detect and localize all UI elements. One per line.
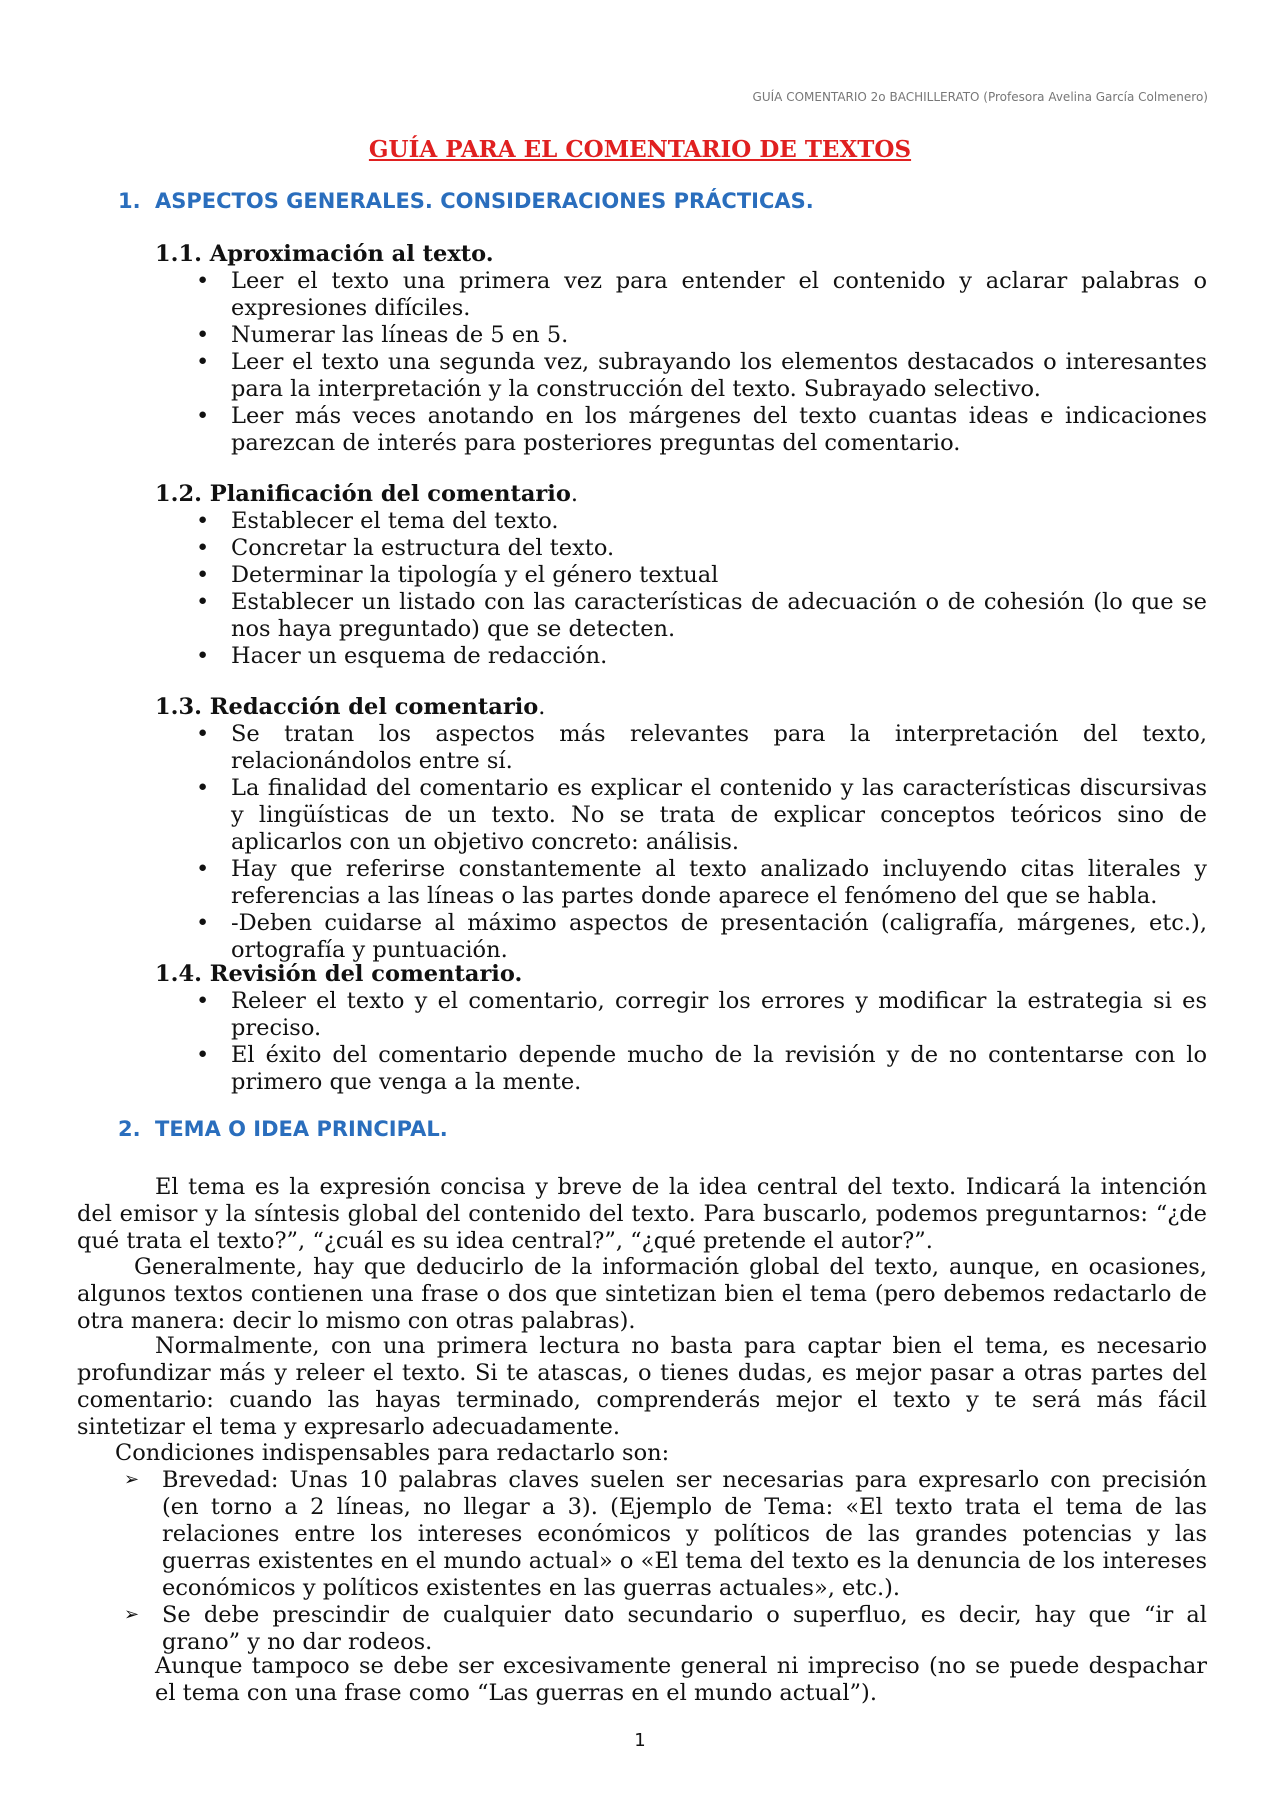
bullet-icon: • [196, 988, 210, 1014]
list-item: • Establecer un listado con las características de adecuación o de cohesión (lo que se nos haya preguntado) que se detecten. [196, 589, 1207, 642]
subsection-1-1-list [0, 268, 1280, 457]
arrow-bullet-icon: ➢ [124, 1604, 140, 1625]
section-1-number: 1. [118, 189, 141, 213]
section-1-heading [118, 188, 814, 215]
list-item: • Numerar las líneas de 5 en 5. [196, 322, 569, 348]
subsection-1-2-list [0, 508, 1280, 670]
bullet-icon: • [196, 349, 210, 375]
paragraph: El tema es la expresión concisa y breve de la idea central del texto. Indicará la intención del emisor y la síntesis global del contenido del texto. Para buscarlo, podemos preguntarnos: “¿de qué trata el texto?”, “¿cuál es su idea central?”, “¿qué pretende el autor?”. [77, 1174, 1207, 1254]
bullet-icon: • [196, 1042, 210, 1068]
subsection-1-1-heading: 1.1. Aproximación al texto. [155, 241, 494, 267]
paragraph: Normalmente, con una primera lectura no basta para captar bien el tema, es necesario profundizar más y releer el texto. Si te atascas, o tienes dudas, es mejor pasar a otras partes del comentario: cuando las hayas terminado, comprenderás mejor el texto y te será más fácil sintetizar el tema y expresarlo adecuadamente. [77, 1333, 1207, 1440]
bullet-icon: • [196, 721, 210, 747]
page-number: 1 [634, 1730, 646, 1751]
list-item: • Hay que referirse constantemente al texto analizado incluyendo citas literales y referencias a las líneas o las partes donde aparece el fenómeno del que se habla. [196, 856, 1207, 909]
section-2-heading [118, 1116, 448, 1143]
subsection-1-4-list [0, 988, 1280, 1096]
document-title: GUÍA PARA EL COMENTARIO DE TEXTOS [368, 136, 912, 163]
list-item: • -Deben cuidarse al máximo aspectos de presentación (caligrafía, márgenes, etc.), ortografía y puntuación. [196, 910, 1207, 963]
list-item: • Establecer el tema del texto. [196, 508, 559, 534]
note-paragraph: Aunque tampoco se debe ser excesivamente general ni impreciso (no se puede despachar el tema con una frase como “Las guerras en el mundo actual”). [155, 1653, 1207, 1706]
list-item: • Se tratan los aspectos más relevantes para la interpretación del texto, relacionándolos entre sí. [196, 721, 1207, 774]
list-item: • Hacer un esquema de redacción. [196, 643, 608, 669]
arrow-bullet-icon: ➢ [124, 1469, 140, 1490]
conditions-list [0, 1467, 1280, 1656]
subsection-1-3-heading: 1.3. Redacción del comentario. [155, 694, 546, 720]
bullet-icon: • [196, 589, 210, 615]
list-item: ➢ Se debe prescindir de cualquier dato secundario o superfluo, es decir, hay que “ir al grano” y no dar rodeos. [124, 1602, 1207, 1655]
paragraph: Generalmente, hay que deducirlo de la información global del texto, aunque, en ocasiones, algunos textos contienen una frase o dos que sintetizan bien el tema (pero debemos redactarlo de otra manera: decir lo mismo con otras palabras). [77, 1254, 1207, 1334]
list-item: • Leer el texto una segunda vez, subrayando los elementos destacados o interesantes para la interpretación y la construcción del texto. Subrayado selectivo. [196, 349, 1207, 402]
conditions-intro: Condiciones indispensables para redactarlo son: [115, 1440, 670, 1466]
bullet-icon: • [196, 268, 210, 294]
bullet-icon: • [196, 508, 210, 534]
list-item: • El éxito del comentario depende mucho de la revisión y de no contentarse con lo primero que venga a la mente. [196, 1042, 1207, 1095]
subsection-1-4-heading: 1.4. Revisión del comentario. [155, 961, 523, 987]
list-item: ➢ Brevedad: Unas 10 palabras claves suelen ser necesarias para expresarlo con precisión (en torno a 2 líneas, no llegar a 3). (Ejemplo de Tema: «El texto trata el tema de las relaciones entre los intereses económicos y políticos de las grandes potencias y las guerras existentes en el mundo actual» o «El tema del texto es la denuncia de los intereses económicos y políticos existentes en las guerras actuales», etc.). [124, 1467, 1207, 1601]
section-2-number: 2. [118, 1117, 141, 1141]
bullet-icon: • [196, 643, 210, 669]
list-item: • Determinar la tipología y el género textual [196, 562, 719, 588]
bullet-icon: • [196, 322, 210, 348]
list-item: • Leer el texto una primera vez para entender el contenido y aclarar palabras o expresiones difíciles. [196, 268, 1207, 321]
section-2-title: TEMA O IDEA PRINCIPAL. [155, 1117, 448, 1141]
bullet-icon: • [196, 856, 210, 882]
bullet-icon: • [196, 403, 210, 429]
subsection-1-3-list [0, 721, 1280, 964]
bullet-icon: • [196, 910, 210, 936]
section-1-title: ASPECTOS GENERALES. CONSIDERACIONES PRÁCTICAS. [155, 189, 814, 213]
running-header: GUÍA COMENTARIO 2o BACHILLERATO (Profesora Avelina García Colmenero) [752, 90, 1208, 104]
list-item: • Leer más veces anotando en los márgenes del texto cuantas ideas e indicaciones parezcan de interés para posteriores preguntas del comentario. [196, 403, 1207, 456]
list-item: • La finalidad del comentario es explicar el contenido y las características discursivas y lingüísticas de un texto. No se trata de explicar conceptos teóricos sino de aplicarlos con un objetivo concreto: análisis. [196, 775, 1207, 855]
bullet-icon: • [196, 775, 210, 801]
list-item: • Releer el texto y el comentario, corregir los errores y modificar la estrategia si es preciso. [196, 988, 1207, 1041]
bullet-icon: • [196, 535, 210, 561]
bullet-icon: • [196, 562, 210, 588]
list-item: • Concretar la estructura del texto. [196, 535, 615, 561]
subsection-1-2-heading: 1.2. Planificación del comentario. [155, 481, 578, 507]
